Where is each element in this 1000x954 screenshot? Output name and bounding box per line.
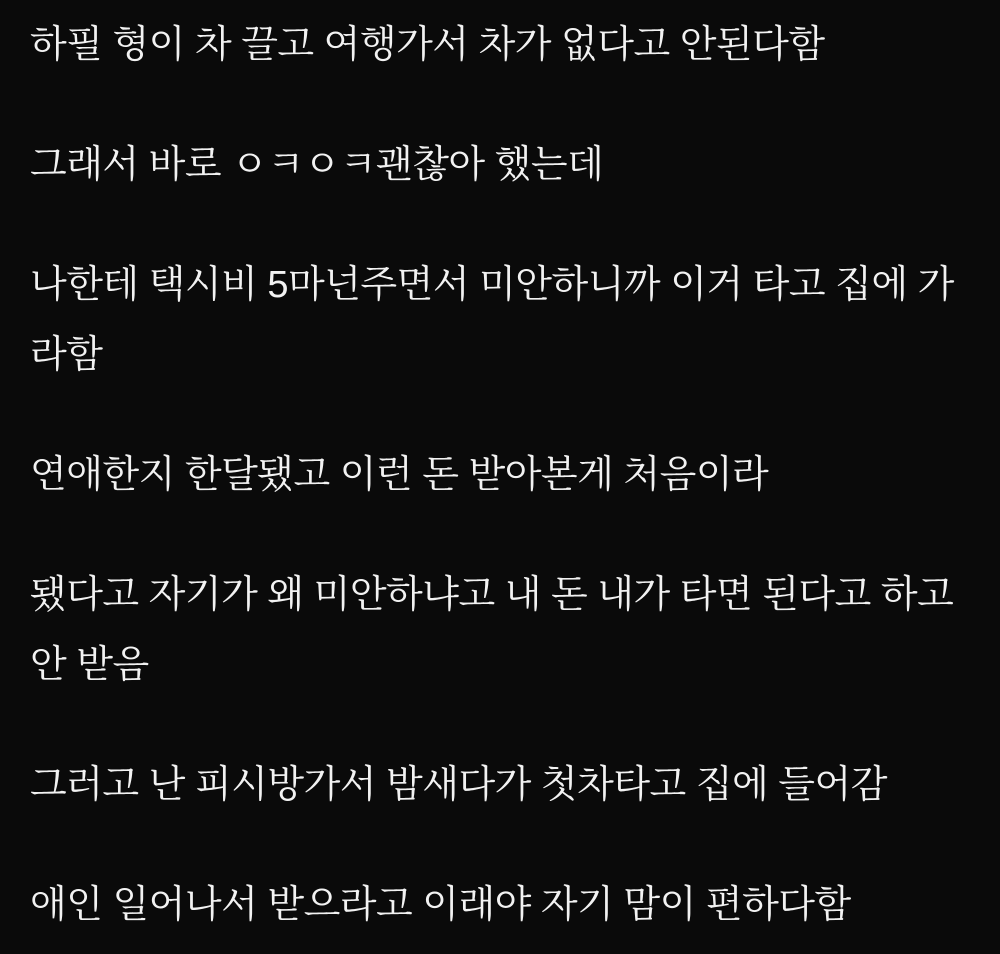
post-line: 됐다고 자기가 왜 미안하냐고 내 돈 내가 타면 된다고 하고 <box>30 574 954 616</box>
post-line: 안 받음 <box>30 644 149 686</box>
post-line: 그래서 바로 ㅇㅋㅇㅋ괜찮아 했는데 <box>30 144 604 186</box>
post-paragraph <box>30 870 986 940</box>
post-paragraph <box>30 250 986 390</box>
post-paragraph <box>30 560 986 700</box>
post-paragraph <box>30 130 986 200</box>
post-paragraph <box>30 440 986 510</box>
post-line: 나한테 택시비 5마넌주면서 미안하니까 이거 타고 집에 가 <box>30 264 954 306</box>
post-line: 그러고 난 피시방가서 밤새다가 첫차타고 집에 들어감 <box>30 764 887 806</box>
post-paragraph <box>30 750 986 820</box>
post-line: 연애한지 한달됐고 이런 돈 받아본게 처음이라 <box>30 454 769 496</box>
post-paragraph <box>30 10 986 80</box>
post-line: 애인 일어나서 받으라고 이래야 자기 맘이 편하다함 <box>30 884 851 926</box>
post-line: 하필 형이 차 끌고 여행가서 차가 없다고 안된다함 <box>30 24 825 66</box>
post-line: 라함 <box>30 334 103 376</box>
